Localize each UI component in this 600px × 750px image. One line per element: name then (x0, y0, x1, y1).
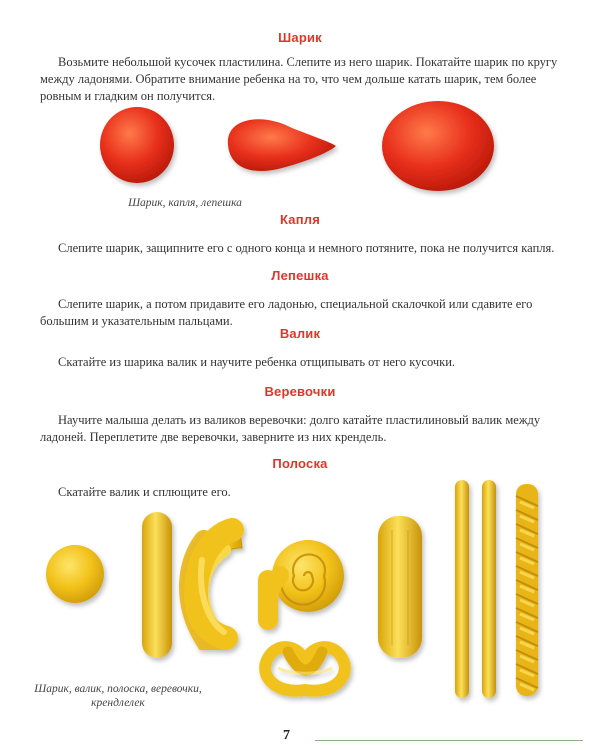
paragraph-lepeshka: Слепите шарик, а потом придавите его ладонью, специальной скалочкой или сдавите его большим и указательным пальцами. (40, 297, 533, 328)
red-ball (100, 107, 174, 183)
heading-valik: Валик (279, 326, 321, 341)
yellow-roller (142, 512, 172, 658)
heading-poloska: Полоска (272, 456, 328, 471)
heading-verevochki: Веревочки (264, 384, 336, 399)
red-flat-cake (382, 101, 494, 191)
caption-yellow-line1: Шарик, валик, полоска, веревочки, (34, 683, 202, 695)
paragraph-valik: Скатайте из шарика валик и научите ребенка отщипывать от него кусочки. (58, 355, 456, 369)
yellow-flat-strip (378, 516, 422, 658)
paragraph-verevochki: Научите малыша делать из валиков веревочки: долго катайте пластилиновый валик между ладоней. Переплетите две веревочки, заверните из них крендель. (40, 413, 541, 444)
heading-kaplya: Капля (279, 212, 321, 227)
heading-sharik: Шарик (278, 30, 322, 45)
caption-red-shapes: Шарик, капля, лепешка (128, 197, 242, 209)
red-drop (228, 119, 336, 171)
yellow-rope-2 (482, 480, 496, 698)
paragraph-sharik: Возьмите небольшой кусочек пластилина. Слепите из него шарик. Покатайте шарик по кругу между ладонями. Обратите внимание ребенка на то, что чем дольше катать шарик, тем более ровным и гладким он получится. (40, 55, 558, 103)
yellow-pretzel (265, 647, 345, 691)
page-number: 7 (283, 728, 290, 743)
yellow-spiral (268, 540, 345, 620)
paragraph-kaplya: Слепите шарик, защипните его с одного конца и немного потяните, пока не получится капля. (58, 241, 555, 255)
yellow-twisted-rope (516, 484, 538, 696)
footer-rule (315, 740, 583, 741)
caption-yellow-line2: крендлелек (91, 697, 145, 709)
heading-lepeshka: Лепешка (271, 268, 329, 283)
yellow-ball (46, 545, 104, 603)
paragraph-poloska: Скатайте валик и сплющите его. (58, 485, 231, 499)
yellow-rope-1 (455, 480, 469, 698)
